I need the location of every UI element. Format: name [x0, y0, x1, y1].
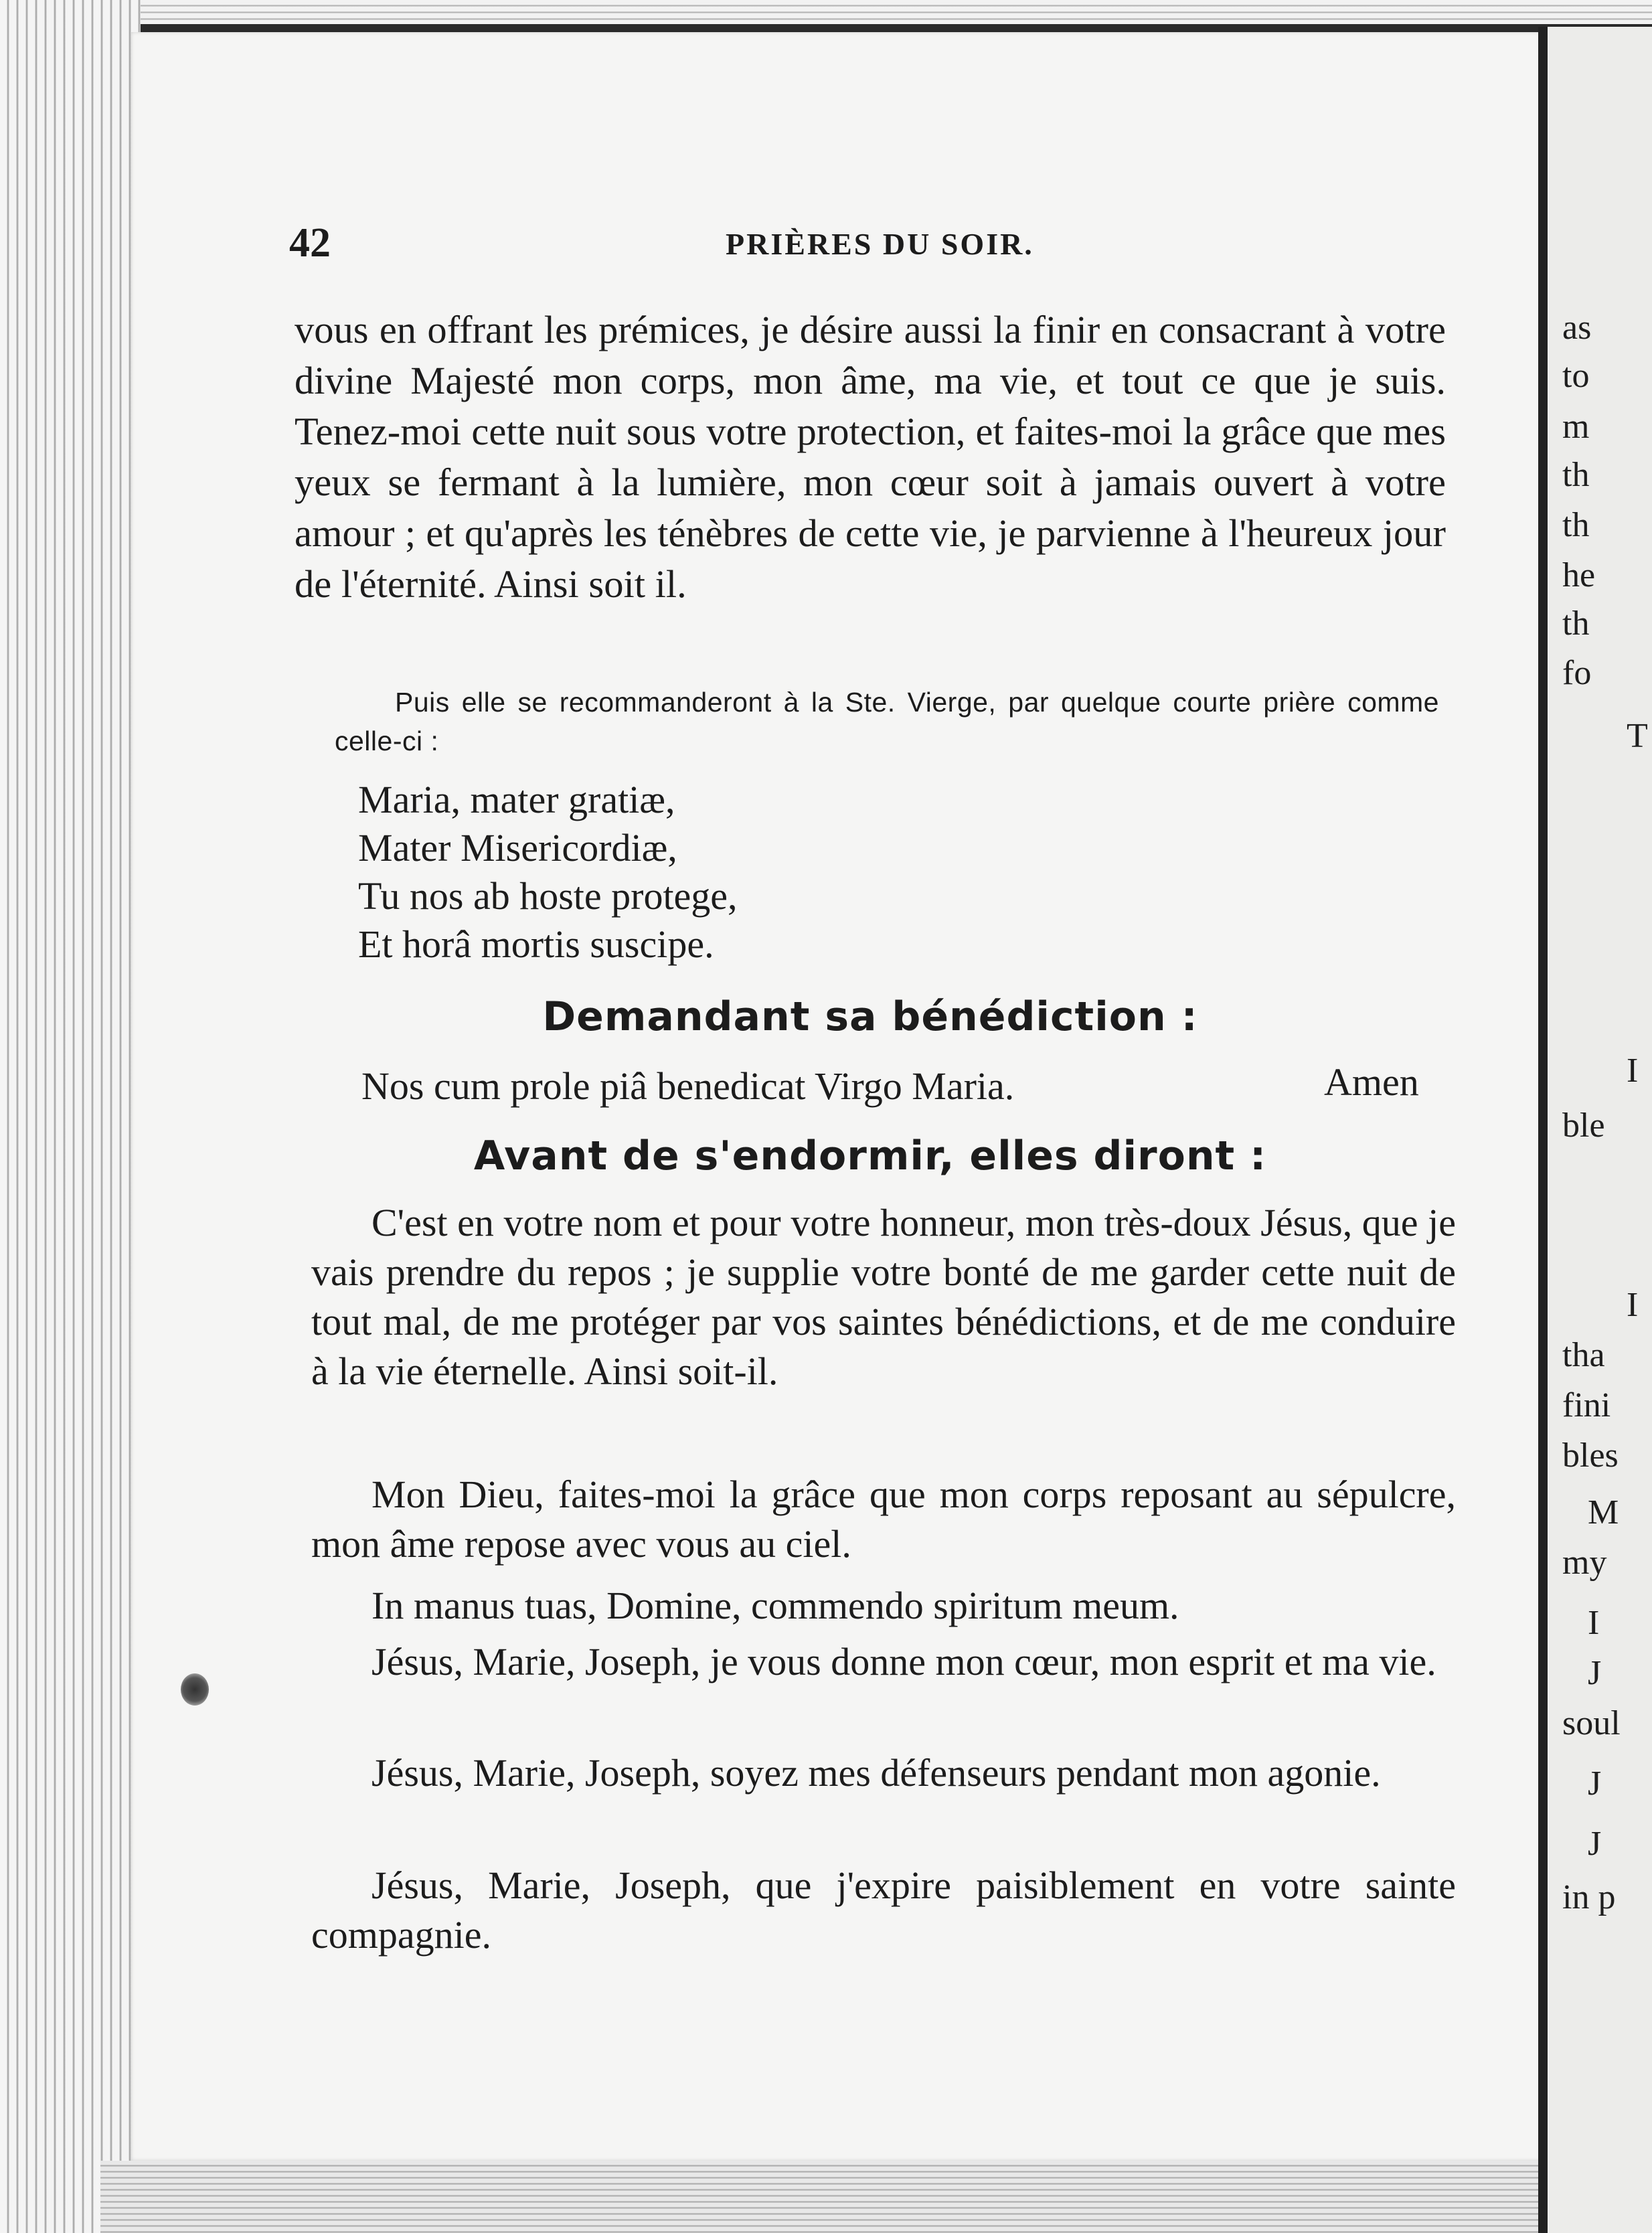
facing-line: J — [1588, 1825, 1602, 1863]
facing-line: I — [1627, 1052, 1639, 1090]
facing-line: J — [1588, 1654, 1602, 1692]
facing-line: fini — [1562, 1386, 1611, 1424]
page-stack-left-edge — [0, 0, 141, 2233]
facing-line: th — [1562, 506, 1590, 544]
ink-smudge — [181, 1673, 209, 1706]
prayer-paragraph: Jésus, Marie, Joseph, soyez mes défenseurs pendant mon agonie. — [371, 1751, 1381, 1795]
facing-line: I — [1627, 1286, 1639, 1324]
facing-line: to — [1562, 357, 1590, 395]
facing-line: ble — [1562, 1106, 1605, 1145]
opening-paragraph: vous en offrant les prémices, je désire aussi la finir en consacrant à votre divine Majesté mon corps, mon âme, ma vie, et tout ce que je suis. Tenez-moi cette nuit sous votre protection, et faites-moi la grâce que mes yeux se fermant à la lumière, mon cœur soit à jamais ouvert à votre amour ; et qu'après les ténèbres de cette vie, je parvienne à l'heureux jour de l'éternité. Ainsi soit il. — [295, 308, 1446, 606]
page-number: 42 — [289, 220, 331, 266]
running-header — [289, 220, 1427, 266]
rubric-instruction: Puis elle se recommanderont à la Ste. Vierge, par quelque courte prière comme celle-ci : — [335, 687, 1439, 756]
facing-line: bles — [1562, 1436, 1619, 1475]
facing-line: J — [1588, 1764, 1602, 1803]
facing-line: th — [1562, 604, 1590, 643]
prayer-paragraph: In manus tuas, Domine, commendo spiritum meum. — [371, 1584, 1179, 1627]
facing-line: as — [1562, 309, 1592, 347]
running-title: PRIÈRES DU SOIR. — [726, 227, 1034, 261]
benediction-amen: Amen — [1324, 1060, 1419, 1104]
page-stack-bottom-edge — [100, 2161, 1546, 2233]
facing-line: tha — [1562, 1336, 1605, 1374]
verse-line: Maria, mater gratiæ, — [358, 778, 675, 821]
facing-line: in p — [1562, 1878, 1616, 1916]
facing-line: m — [1562, 408, 1590, 446]
facing-line: T — [1627, 717, 1648, 755]
verse-line: Mater Misericordiæ, — [358, 826, 677, 870]
prayer-paragraph: Mon Dieu, faites-moi la grâce que mon corps reposant au sépulcre, mon âme repose avec vous au ciel. — [311, 1473, 1456, 1566]
verse-line: Et horâ mortis suscipe. — [358, 922, 714, 966]
prayer-paragraph: Jésus, Marie, Joseph, je vous donne mon cœur, mon esprit et ma vie. — [371, 1640, 1436, 1683]
book-gutter — [1538, 27, 1548, 2233]
section-heading: Demandant sa bénédiction : — [542, 993, 1198, 1040]
facing-line: he — [1562, 556, 1596, 594]
page-stack-top-edge — [0, 0, 1652, 24]
verse-line: Tu nos ab hoste protege, — [358, 874, 738, 918]
facing-line: th — [1562, 456, 1590, 494]
section-heading: Avant de s'endormir, elles diront : — [473, 1133, 1267, 1179]
prayer-paragraph: C'est en votre nom et pour votre honneur, mon très-doux Jésus, que je vais prendre du repos ; je supplie votre bonté de me garder cette nuit de tout mal, de me protéger par vos saintes bénédictions, et de me conduire à la vie éternelle. Ainsi soit-il. — [311, 1201, 1456, 1393]
facing-line: M — [1588, 1493, 1619, 1532]
facing-page — [1548, 27, 1652, 2233]
facing-line: my — [1562, 1544, 1607, 1582]
facing-line: fo — [1562, 654, 1592, 692]
prayer-paragraph: Jésus, Marie, Joseph, que j'expire paisiblement en votre sainte compagnie. — [311, 1864, 1456, 1957]
benediction-text: Nos cum prole piâ benedicat Virgo Maria. — [361, 1064, 1015, 1108]
facing-line: I — [1588, 1604, 1600, 1642]
facing-line: soul — [1562, 1704, 1621, 1742]
